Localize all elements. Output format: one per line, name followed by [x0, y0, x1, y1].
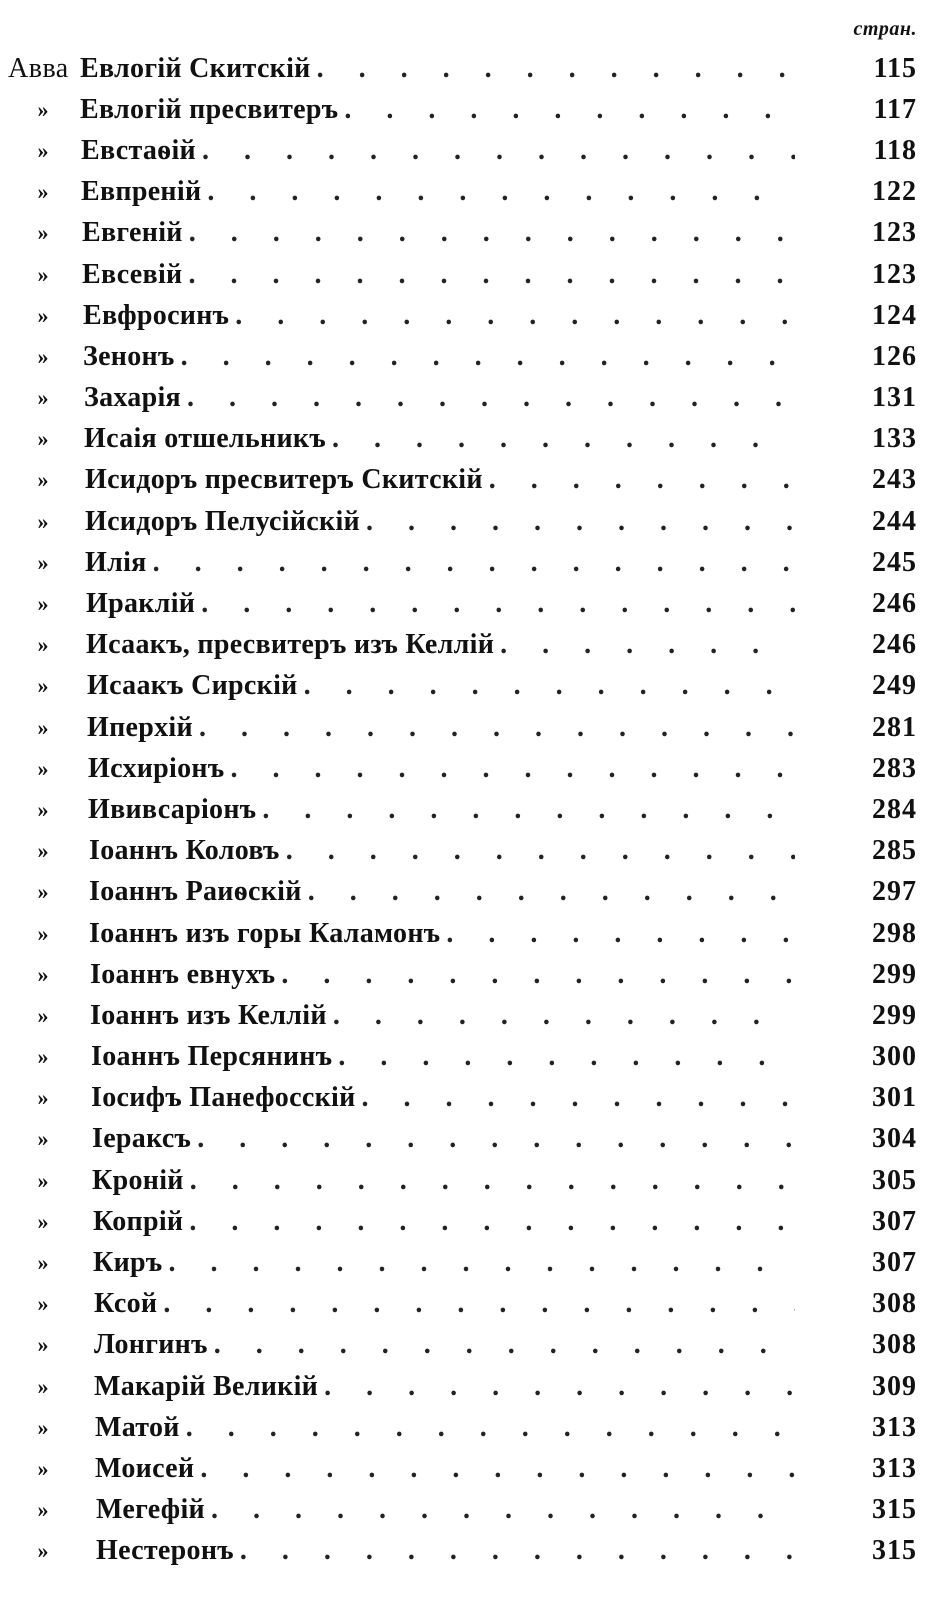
dot-leader [489, 464, 795, 496]
entry-page-number: 313 [872, 1452, 917, 1484]
dot-leader [189, 1206, 795, 1238]
entry-line [80, 94, 795, 126]
entry-line [89, 835, 795, 867]
ditto-mark: » [37, 220, 49, 246]
entry-page-number: 123 [872, 217, 917, 249]
entry-page-number: 126 [872, 340, 917, 372]
entry-title-word: Авва [8, 52, 69, 84]
entry-name: Іоаннъ Коловъ [89, 835, 286, 867]
entry-name: Ираклій [86, 588, 201, 620]
entry-line [83, 341, 795, 373]
entry-line [87, 712, 795, 744]
entry-page-number: 244 [872, 505, 917, 537]
entry-line [85, 547, 795, 579]
entry-line [90, 959, 795, 991]
index-entry [0, 336, 945, 377]
entry-line [96, 1535, 795, 1567]
dot-leader [188, 259, 795, 291]
ditto-mark: » [37, 879, 49, 905]
index-entry [0, 295, 945, 336]
dot-leader [214, 1329, 795, 1361]
entry-name: Евстаѳій [81, 135, 202, 167]
entry-line [87, 670, 795, 702]
entry-name: Матой [95, 1412, 186, 1444]
entry-page-number: 118 [873, 134, 917, 166]
entry-line [95, 1412, 795, 1444]
entry-page-number: 243 [872, 464, 917, 496]
entry-line [84, 382, 795, 414]
entry-line [95, 1453, 795, 1485]
index-entry [0, 1160, 945, 1201]
entry-page-number: 124 [872, 299, 917, 331]
index-entry [0, 707, 945, 748]
entry-page-number: 285 [872, 835, 917, 867]
entry-line [89, 918, 795, 950]
entry-page-number: 299 [872, 999, 917, 1031]
index-entry [0, 583, 945, 624]
dot-leader [446, 918, 795, 950]
ditto-mark: » [37, 1414, 49, 1440]
entry-name: Ксой [94, 1288, 163, 1320]
entry-page-number: 284 [872, 793, 917, 825]
entry-page-number: 300 [872, 1041, 917, 1073]
ditto-mark: » [37, 673, 49, 699]
ditto-mark: » [37, 508, 49, 534]
entry-name: Киръ [93, 1247, 169, 1279]
dot-leader [211, 1494, 795, 1526]
entry-name: Кроній [92, 1165, 190, 1197]
ditto-mark: » [37, 1208, 49, 1234]
dot-leader [240, 1535, 795, 1567]
ditto-mark: » [37, 261, 49, 287]
index-entry [0, 1242, 945, 1283]
index-entry [0, 1325, 945, 1366]
entry-page-number: 245 [872, 546, 917, 578]
entry-name: Іоаннъ изъ горы Каламонъ [89, 918, 446, 950]
ditto-mark: » [37, 838, 49, 864]
dot-leader [500, 629, 795, 661]
ditto-mark: » [37, 755, 49, 781]
dot-leader [333, 1000, 795, 1032]
entry-name: Моисей [95, 1453, 200, 1485]
entry-name: Іоаннъ евнухъ [90, 959, 281, 991]
ditto-mark: » [37, 1126, 49, 1152]
entry-line [88, 794, 795, 826]
entry-page-number: 283 [872, 752, 917, 784]
dot-leader [199, 712, 795, 744]
entry-name: Исаакъ, пресвитеръ изъ Келлій [86, 629, 500, 661]
entry-name: Іоаннъ Раиѳскій [89, 876, 308, 908]
entry-name: Иперхій [87, 712, 199, 744]
index-entry [0, 1201, 945, 1242]
entry-line [91, 1082, 795, 1114]
dot-leader [189, 217, 795, 249]
index-entry [0, 748, 945, 789]
entry-page-number: 249 [872, 670, 917, 702]
entry-page-number: 313 [872, 1411, 917, 1443]
dot-leader [181, 341, 795, 373]
ditto-mark: » [37, 467, 49, 493]
entry-name: Евлогій пресвитеръ [80, 94, 344, 126]
ditto-mark: » [37, 302, 49, 328]
entry-line [92, 1165, 795, 1197]
entry-page-number: 123 [872, 258, 917, 290]
dot-leader [262, 794, 795, 826]
index-entry [0, 954, 945, 995]
entry-name: Исидоръ пресвитеръ Скитскій [85, 464, 489, 496]
dot-leader [187, 382, 795, 414]
entry-line [82, 259, 795, 291]
entry-page-number: 133 [872, 423, 917, 455]
dot-leader [153, 547, 795, 579]
ditto-mark: » [37, 1002, 49, 1028]
entry-page-number: 298 [872, 917, 917, 949]
entry-page-number: 315 [872, 1494, 917, 1526]
entry-name: Евсевій [82, 259, 188, 291]
index-entry [0, 666, 945, 707]
entry-name: Исидоръ Пелусійскій [85, 506, 366, 538]
ditto-mark: » [37, 549, 49, 575]
entry-name: Іоаннъ Персянинъ [91, 1041, 338, 1073]
dot-leader [202, 135, 795, 167]
entry-line [94, 1288, 795, 1320]
ditto-mark: » [37, 1085, 49, 1111]
index-entry [0, 1119, 945, 1160]
entry-name: Зенонъ [83, 341, 181, 373]
index-entry [0, 172, 945, 213]
dot-leader [344, 94, 795, 126]
index-entry [0, 1284, 945, 1325]
index-entry [0, 995, 945, 1036]
entry-page-number: 117 [873, 93, 917, 125]
entry-page-number: 304 [872, 1123, 917, 1155]
ditto-mark: » [37, 1167, 49, 1193]
index-entry [0, 254, 945, 295]
ditto-mark: » [37, 137, 49, 163]
index-entry [0, 1078, 945, 1119]
ditto-mark: » [37, 714, 49, 740]
entry-line [85, 506, 795, 538]
ditto-mark: » [37, 179, 49, 205]
entry-name: Копрій [93, 1206, 189, 1238]
entry-name: Евгеній [82, 217, 189, 249]
ditto-mark: » [37, 591, 49, 617]
entry-line [96, 1494, 795, 1526]
entry-page-number: 307 [872, 1205, 917, 1237]
ditto-mark: » [37, 1291, 49, 1317]
entry-page-number: 301 [872, 1082, 917, 1114]
ditto-mark: » [37, 1250, 49, 1276]
ditto-mark: » [37, 1373, 49, 1399]
entry-name: Илія [85, 547, 153, 579]
entry-line [90, 1000, 795, 1032]
index-entry [0, 1448, 945, 1489]
dot-leader [366, 506, 795, 538]
dot-leader [201, 588, 795, 620]
entry-line [86, 588, 795, 620]
entry-name: Исаакъ Сирскій [87, 670, 304, 702]
ditto-mark: » [37, 96, 49, 122]
index-entry [0, 1366, 945, 1407]
ditto-mark: » [37, 632, 49, 658]
entry-line [84, 423, 795, 455]
index-entry [0, 378, 945, 419]
entry-name: Ививсаріонъ [88, 794, 262, 826]
dot-leader [190, 1165, 795, 1197]
index-list [0, 48, 945, 1572]
dot-leader [362, 1082, 795, 1114]
dot-leader [163, 1288, 795, 1320]
ditto-mark: » [37, 920, 49, 946]
ditto-mark: » [37, 1332, 49, 1358]
dot-leader [200, 1453, 795, 1485]
index-entry [0, 213, 945, 254]
entry-name: Іоаннъ изъ Келлій [90, 1000, 333, 1032]
entry-line [92, 1123, 795, 1155]
entry-name: Евфросинъ [83, 300, 235, 332]
entry-page-number: 281 [872, 711, 917, 743]
ditto-mark: » [37, 1497, 49, 1523]
entry-line [81, 176, 795, 208]
entry-page-number: 246 [872, 588, 917, 620]
index-entry [0, 831, 945, 872]
dot-leader [235, 300, 795, 332]
index-entry [0, 1531, 945, 1572]
dot-leader [286, 835, 795, 867]
index-entry [0, 789, 945, 830]
entry-name: Іераксъ [92, 1123, 197, 1155]
entry-line [94, 1329, 795, 1361]
entry-line [89, 876, 795, 908]
entry-name: Евлогій Скитскій [80, 53, 317, 85]
entry-name: Іосифъ Панефосскій [91, 1082, 362, 1114]
ditto-mark: » [37, 1044, 49, 1070]
entry-page-number: 308 [872, 1288, 917, 1320]
pages-column-header: стран. [853, 18, 917, 40]
index-entry [0, 542, 945, 583]
entry-line [83, 300, 795, 332]
entry-line [81, 135, 795, 167]
ditto-mark: » [37, 385, 49, 411]
dot-leader [317, 53, 795, 85]
dot-leader [308, 876, 795, 908]
index-entry [0, 913, 945, 954]
entry-line [88, 753, 795, 785]
index-entry [0, 419, 945, 460]
ditto-mark: » [37, 1538, 49, 1564]
index-entry [0, 460, 945, 501]
entry-name: Лонгинъ [94, 1329, 214, 1361]
entry-line [91, 1041, 795, 1073]
entry-page-number: 309 [872, 1370, 917, 1402]
dot-leader [281, 959, 795, 991]
entry-name: Евпреній [81, 176, 207, 208]
entry-line [80, 53, 795, 85]
dot-leader [169, 1247, 795, 1279]
dot-leader [304, 670, 795, 702]
entry-page-number: 307 [872, 1247, 917, 1279]
entry-page-number: 308 [872, 1329, 917, 1361]
index-entry [0, 1490, 945, 1531]
dot-leader [332, 423, 795, 455]
dot-leader [186, 1412, 795, 1444]
index-entry [0, 501, 945, 542]
entry-name: Исхиріонъ [88, 753, 230, 785]
index-entry [0, 625, 945, 666]
entry-line [93, 1247, 795, 1279]
entry-line [82, 217, 795, 249]
entry-page-number: 246 [872, 629, 917, 661]
index-entry [0, 48, 945, 89]
ditto-mark: » [37, 1455, 49, 1481]
dot-leader [324, 1371, 795, 1403]
entry-name: Захарія [84, 382, 187, 414]
ditto-mark: » [37, 343, 49, 369]
dot-leader [230, 753, 795, 785]
index-entry [0, 872, 945, 913]
entry-name: Мегефій [96, 1494, 211, 1526]
dot-leader [197, 1123, 795, 1155]
entry-line [94, 1371, 795, 1403]
ditto-mark: » [37, 426, 49, 452]
ditto-mark: » [37, 796, 49, 822]
entry-page-number: 315 [872, 1535, 917, 1567]
entry-name: Макарій Великій [94, 1371, 324, 1403]
entry-page-number: 122 [872, 176, 917, 208]
entry-page-number: 299 [872, 958, 917, 990]
index-entry [0, 1037, 945, 1078]
entry-name: Нестеронъ [96, 1535, 240, 1567]
dot-leader [207, 176, 795, 208]
entry-page-number: 297 [872, 876, 917, 908]
entry-page-number: 131 [872, 382, 917, 414]
index-entry [0, 89, 945, 130]
entry-page-number: 115 [873, 52, 917, 84]
entry-line [86, 629, 795, 661]
entry-line [93, 1206, 795, 1238]
entry-line [85, 464, 795, 496]
index-entry [0, 130, 945, 171]
index-entry [0, 1407, 945, 1448]
dot-leader [338, 1041, 795, 1073]
entry-page-number: 305 [872, 1164, 917, 1196]
ditto-mark: » [37, 961, 49, 987]
entry-name: Исаія отшельникъ [84, 423, 332, 455]
